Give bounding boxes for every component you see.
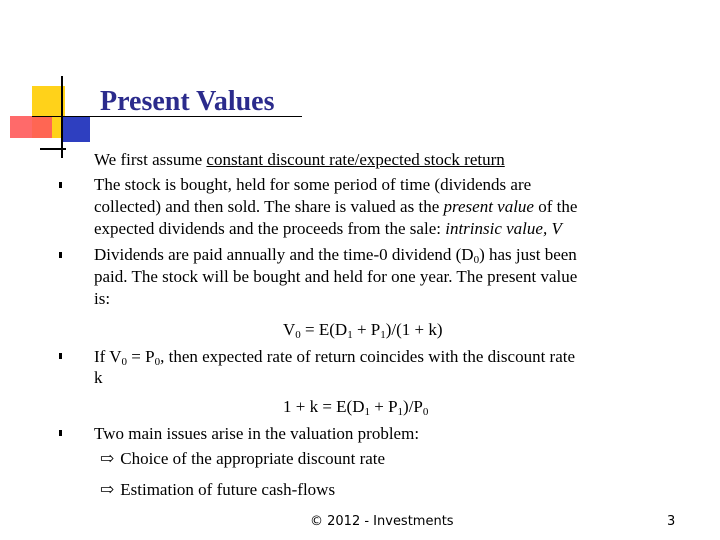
bullet-4-line-1: If $V_0 = P_0$, then expected rate of return coincides with the discount rate	[94, 347, 576, 368]
bullet-marker	[59, 353, 62, 359]
bullet-4-line-2: k	[94, 368, 103, 387]
bullet-marker	[59, 430, 62, 436]
arrow-right-icon: ⇨	[100, 480, 115, 499]
bullet-1: We first assume constant discount rate/expected stock return	[94, 150, 505, 169]
bullet-3-line-2: paid. The stock will be bought and held for one year. The present value	[94, 267, 578, 286]
page-number: 3	[667, 514, 676, 529]
equation-return: $1 + k = E(D_1 + P_1)/P_0$	[283, 397, 429, 418]
arrow-right-icon: ⇨	[100, 449, 115, 468]
bullet-2-line-2: collected) and then sold. The share is valued as the present value of the	[94, 197, 578, 216]
bullet-marker	[59, 182, 62, 188]
bullet-5: Two main issues arise in the valuation problem:	[94, 424, 420, 443]
bullet-marker	[59, 252, 62, 258]
bullet-3-line-3: is:	[94, 289, 111, 308]
red-block	[10, 116, 52, 138]
slide-title: Present Values	[100, 86, 275, 117]
footer-text: © 2012 - Investments	[310, 514, 454, 529]
bullet-2-line-3: expected dividends and the proceeds from the sale: intrinsic value, V	[94, 219, 562, 238]
bullet-3-line-1: Dividends are paid annually and the time-0 dividend $(D_0)$ has just been	[94, 245, 577, 266]
sub-item-discount-rate: ⇨ Choice of the appropriate discount rate	[100, 449, 386, 468]
blue-block	[62, 116, 90, 142]
bullet-2-line-1: The stock is bought, held for some period of time (dividends are	[94, 175, 532, 194]
short-rule	[40, 148, 66, 150]
equation-value: $V_0 = E(D_1 + P_1)/(1 + k)$	[283, 320, 443, 341]
sub-item-cash-flows: ⇨ Estimation of future cash-flows	[100, 480, 336, 499]
vertical-rule	[61, 76, 63, 158]
